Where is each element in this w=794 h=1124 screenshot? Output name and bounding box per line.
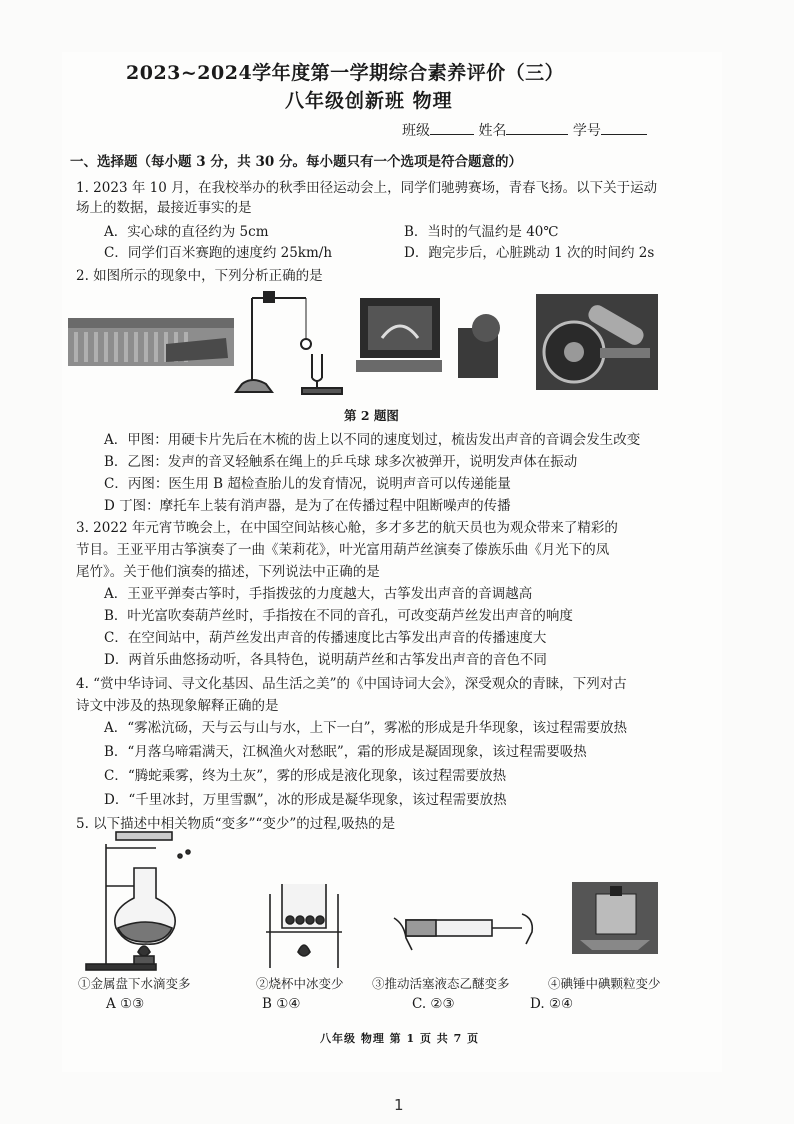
page-number: 1 [394,1096,404,1114]
class-blank[interactable] [430,122,474,135]
q2-option-d: D 丁图：摩托车上装有消声器，是为了在传播过程中阻断噪声的传播 [104,498,511,514]
q3-option-c: C．在空间站中，葫芦丝发出声音的传播速度比古筝发出声音的传播速度大 [104,630,547,646]
ultrasound-figure [356,298,500,378]
comb-figure [68,318,234,366]
id-label: 学号 [572,123,601,139]
q2-figures [66,288,732,404]
q3-line1: 3. 2022 年元宵节晚会上，在中国空间站核心舱，多才多艺的航天员也为观众带来了精彩的 [76,520,618,536]
q3-option-b: B．叶光富吹奏葫芦丝时，手指按在不同的音孔，可改变葫芦丝发出声音的响度 [104,608,573,624]
q2-stem: 2. 如图所示的现象中，下列分析正确的是 [76,268,323,284]
flask-figure [86,832,190,970]
q5-figure1-label: ①金属盘下水滴变多 [78,976,191,991]
exam-title: 2023~2024学年度第一学期综合素养评价（三） [126,62,565,84]
name-blank[interactable] [506,122,568,135]
q4-option-a: A．“雾凇沆砀，天与云与山与水，上下一白”，雾凇的形成是升华现象，该过程需要放热 [104,720,628,736]
q2-option-b: B．乙图：发声的音叉轻触系在绳上的乒乓球 球多次被弹开，说明发声体在振动 [104,454,578,470]
q4-line2: 诗文中涉及的热现象解释正确的是 [76,698,279,714]
q4-option-c: C．“腾蛇乘雾，终为土灰”，雾的形成是液化现象，该过程需要放热 [104,768,507,784]
q5-option-c: C. ②③ [412,996,455,1012]
q2-option-c: C．丙图：医生用 B 超检查胎儿的发育情况，说明声音可以传递能量 [104,476,511,492]
exam-subtitle: 八年级创新班 物理 [285,90,453,112]
q5-option-a: A ①③ [106,996,145,1012]
tuning-fork-figure [236,292,342,394]
q1-line1: 1. 2023 年 10 月，在我校举办的秋季田径运动会上，同学们驰骋赛场，青春飞扬。以下关于运动 [76,180,658,196]
q1-option-b: B．当时的气温约是 40℃ [404,224,559,240]
q1-line2: 场上的数据，最接近事实的是 [76,200,252,216]
q2-option-a: A．甲图：用硬卡片先后在木梳的齿上以不同的速度划过，梳齿发出声音的音调会发生改变 [104,432,641,448]
q2-figure-caption: 第 2 题图 [344,408,399,423]
q5-option-b: B ①④ [262,996,301,1012]
q1-option-a: A．实心球的直径约为 5cm [104,224,269,240]
class-label: 班级 [402,123,430,139]
q3-option-a: A．王亚平弹奏古筝时，手指拨弦的力度越大，古筝发出声音的音调越高 [104,586,533,602]
page-footer: 八年级 物理 第 1 页 共 7 页 [320,1032,480,1045]
id-blank[interactable] [601,122,647,135]
q5-figure2-label: ②烧杯中冰变少 [256,976,344,991]
q5-option-d: D. ②④ [530,996,574,1012]
q5-figures [76,828,736,974]
section-heading: 一、选择题（每小题 3 分，共 30 分。每小题只有一个选项是符合题意的） [70,154,522,170]
syringe-figure [394,914,532,950]
student-info-line [402,120,647,140]
q3-option-d: D．两首乐曲悠扬动听，各具特色，说明葫芦丝和古筝发出声音的音色不同 [104,652,547,668]
iodine-hammer-figure [572,882,658,954]
q3-line3: 尾竹》。关于他们演奏的描述，下列说法中正确的是 [76,564,380,580]
q5-figure3-label: ③推动活塞液态乙醚变多 [372,976,510,991]
q1-option-d: D．跑完步后，心脏跳动 1 次的时间约 2s [404,245,655,261]
q5-stem: 5. 以下描述中相关物质“变多”“变少”的过程,吸热的是 [76,816,396,832]
q4-option-d: D．“千里冰封，万里雪飘”，冰的形成是凝华现象，该过程需要放热 [104,792,507,808]
q1-option-c: C．同学们百米赛跑的速度约 25km/h [104,245,333,261]
q4-option-b: B．“月落乌啼霜满天，江枫渔火对愁眠”，霜的形成是凝固现象，该过程需要吸热 [104,744,587,760]
q4-line1: 4. “赏中华诗词、寻文化基因、品生活之美”的《中国诗词大会》，深受观众的青睐，下列对古 [76,676,627,692]
name-label: 姓名 [478,123,507,139]
motorcycle-figure [536,294,658,390]
beaker-figure [266,884,342,968]
q5-figure4-label: ④碘锤中碘颗粒变少 [548,976,661,991]
q3-line2: 节目。王亚平用古筝演奏了一曲《茉莉花》，叶光富用葫芦丝演奏了傣族乐曲《月光下的凤 [76,542,610,558]
